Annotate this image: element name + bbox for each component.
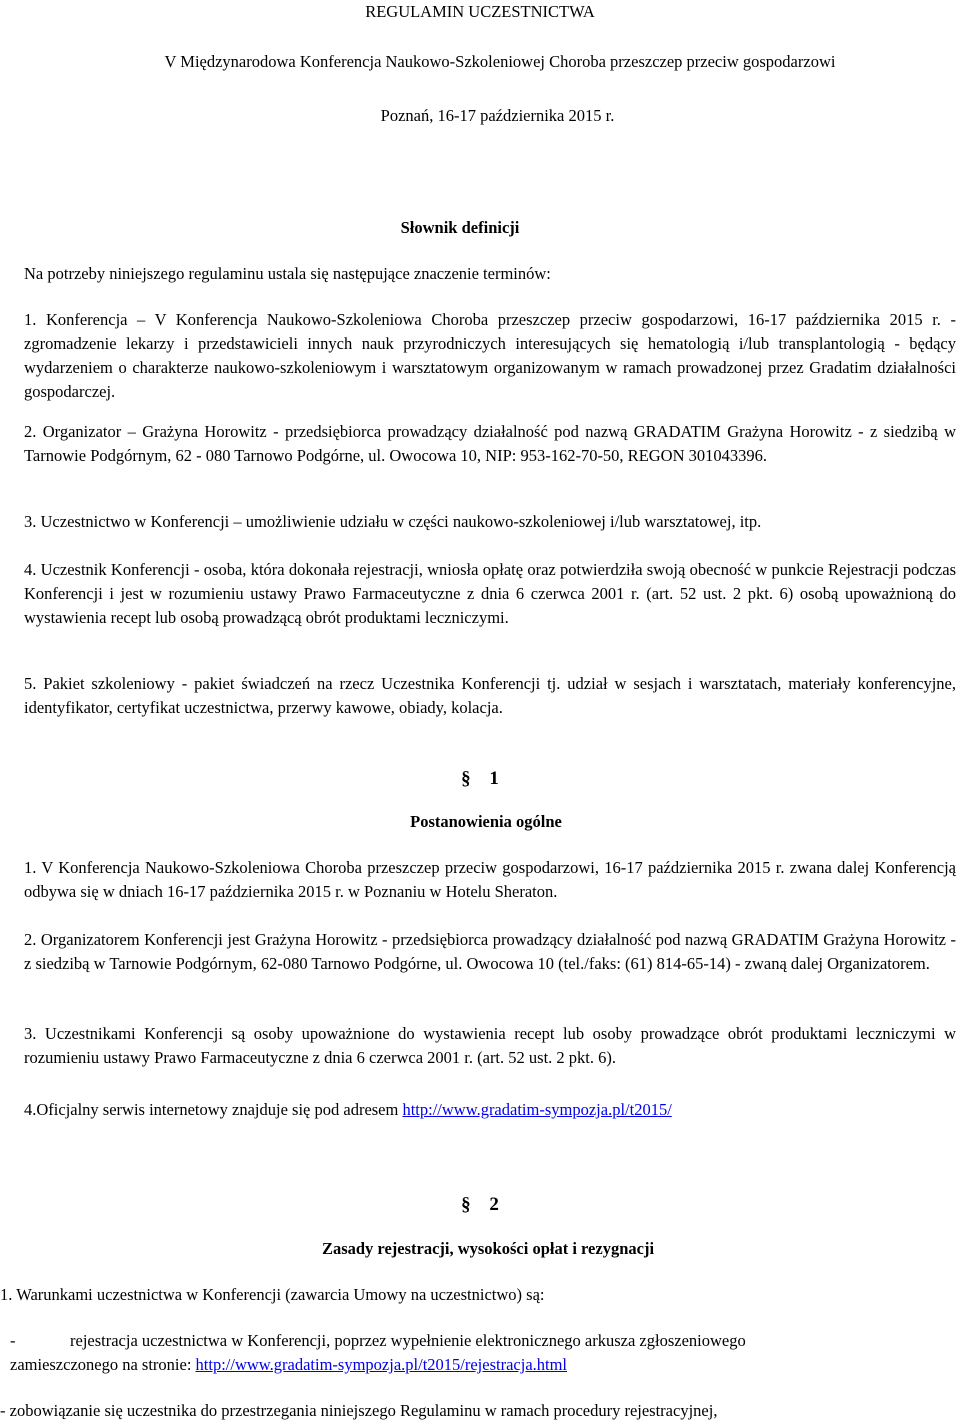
bullet-text-continued: zamieszczonego na stronie:: [10, 1355, 196, 1374]
section-1-item: [24, 1098, 956, 1122]
bullet-text: rejestracja uczestnictwa w Konferencji, poprzez wypełnienie elektronicznego arkusza zgłoszeniowego: [70, 1331, 746, 1350]
section-1-heading: Postanowienia ogólne: [410, 812, 562, 831]
section-2-number: [0, 1192, 960, 1218]
document-title: REGULAMIN UCZESTNICTWA: [365, 2, 595, 21]
definition-item: 2. Organizator – Grażyna Horowitz - przedsiębiorca prowadzący działalność pod nazwą GRADATIM Grażyna Horowitz - z siedzibą w Tarnowie Podgórnym, 62 - 080 Tarnowo Podgórne, ul. Owocowa 10, NIP: 953-162-70-50, REGON 301043396.: [24, 422, 956, 465]
official-website-link[interactable]: http://www.gradatim-sympozja.pl/t2015/: [402, 1100, 672, 1119]
section-1-number: [0, 766, 960, 792]
bullet-dash: -: [10, 1331, 16, 1350]
dictionary-heading: Słownik definicji: [400, 218, 520, 237]
definition-item: 3. Uczestnictwo w Konferencji – umożliwienie udziału w części naukowo-szkoleniowej i/lub warsztatowej, itp.: [24, 512, 762, 531]
section-1-item: 3. Uczestnikami Konferencji są osoby upoważnione do wystawienia recept lub osoby prowadzące obrót produktami leczniczymi w rozumieniu ustawy Prawo Farmaceutyczne z dnia 6 czerwca 2001 r. (art. 52 ust. 2 pkt. 6).: [24, 1024, 956, 1067]
section-2-item: 1. Warunkami uczestnictwa w Konferencji (zawarcia Umowy na uczestnictwo) są:: [0, 1285, 545, 1304]
condition-bullet: - zobowiązanie się uczestnika do przestrzegania niniejszego Regulaminu w ramach procedury rejestracyjnej,: [0, 1401, 718, 1420]
section-1-item-4-text: 4.Oficjalny serwis internetowy znajduje się pod adresem: [24, 1100, 403, 1119]
definition-item: 1. Konferencja – V Konferencja Naukowo-Szkoleniowa Choroba przeszczep przeciw gospodarzowi, 16-17 października 2015 r. - zgromadzenie lekarzy i przedstawicieli innych nauk przyrodniczych interesujących się hematologią i/lub transplantologią - będący wydarzeniem o charakterze naukowo-szkoleniowym i warsztatowym organizowanym w ramach prowadzonej przez Gradatim działalności gospodarczej.: [24, 310, 956, 401]
section-1-item: 2. Organizatorem Konferencji jest Grażyna Horowitz - przedsiębiorca prowadzący działalność pod nazwą GRADATIM Grażyna Horowitz - z siedzibą w Tarnowie Podgórnym, 62-080 Tarnowo Podgórne, ul. Owocowa 10 (tel./faks: (61) 814-65-14) - zwaną dalej Organizatorem.: [24, 930, 956, 973]
paragraph-sign: §: [461, 768, 471, 789]
definition-item: 4. Uczestnik Konferencji - osoba, która dokonała rejestracji, wniosła opłatę oraz potwierdziła swoją obecność w punkcie Rejestracji podczas Konferencji i jest w rozumieniu ustawy Prawo Farmaceutyczne z dnia 6 czerwca 2001 r. (art. 52 ust. 2 pkt. 6) osobą upoważnioną do wystawienia recept lub osobą prowadzącą obrót produktami leczniczymi.: [24, 560, 956, 627]
condition-bullet: [10, 1329, 956, 1377]
conference-name: V Międzynarodowa Konferencja Naukowo-Szkoleniowej Choroba przeszczep przeciw gospodarzowi: [164, 52, 836, 71]
dictionary-intro: Na potrzeby niniejszego regulaminu ustala się następujące znaczenie terminów:: [24, 264, 551, 283]
paragraph-sign: §: [461, 1194, 471, 1215]
section-number: 1: [489, 768, 499, 789]
section-2-heading: Zasady rejestracji, wysokości opłat i rezygnacji: [321, 1239, 655, 1258]
place-date: Poznań, 16-17 października 2015 r.: [380, 106, 615, 125]
section-number: 2: [489, 1194, 499, 1215]
definition-item: 5. Pakiet szkoleniowy - pakiet świadczeń na rzecz Uczestnika Konferencji tj. udział w sesjach i warsztatach, materiały konferencyjne, identyfikator, certyfikat uczestnictwa, przerwy kawowe, obiady, kolacja.: [24, 674, 956, 717]
section-1-item: 1. V Konferencja Naukowo-Szkoleniowa Choroba przeszczep przeciw gospodarzowi, 16-17 października 2015 r. zwana dalej Konferencją odbywa się w dniach 16-17 października 2015 r. w Poznaniu w Hotelu Sheraton.: [24, 858, 956, 901]
registration-link[interactable]: http://www.gradatim-sympozja.pl/t2015/rejestracja.html: [195, 1355, 568, 1374]
